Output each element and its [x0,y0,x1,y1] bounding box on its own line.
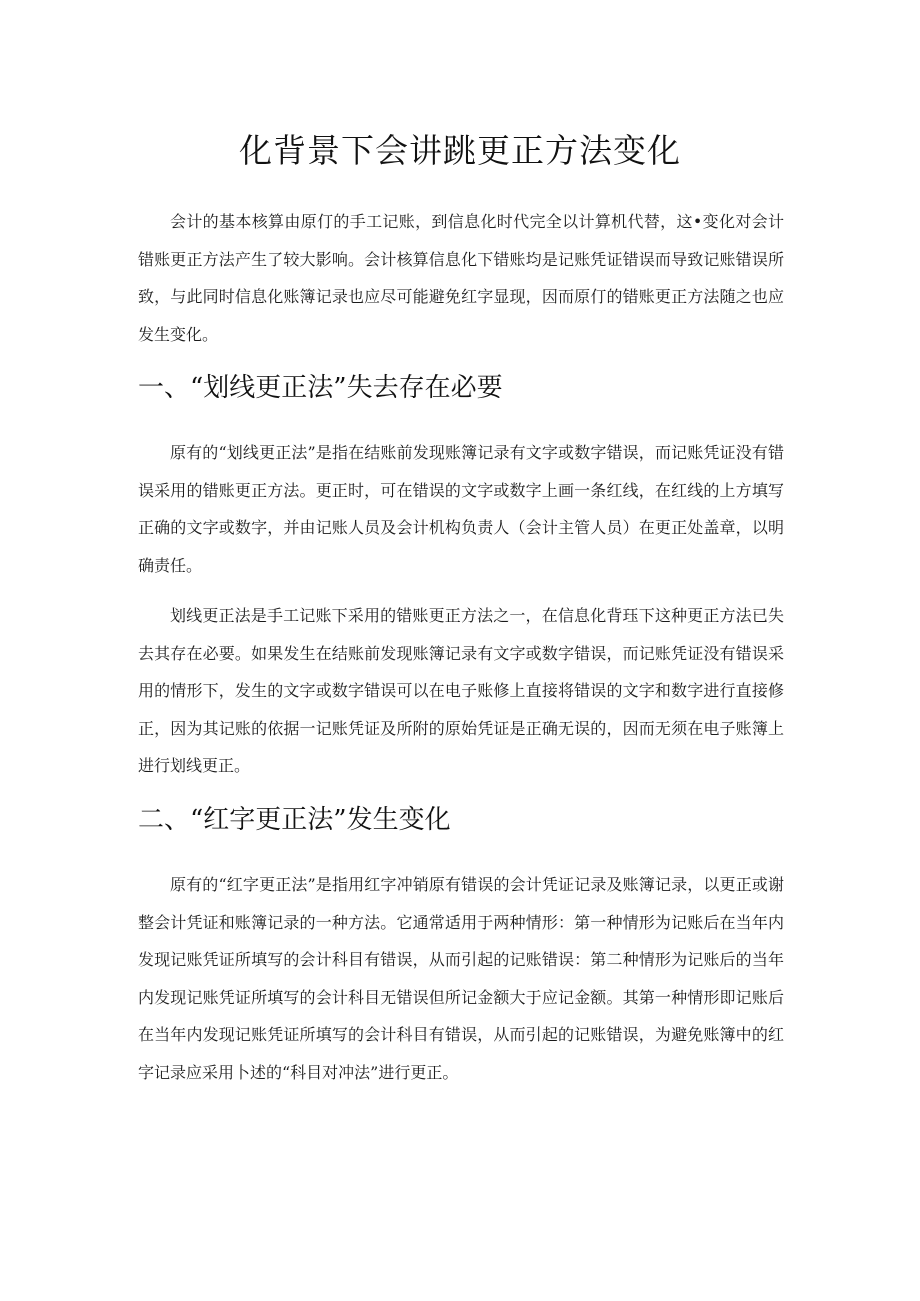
section-1-heading: 一、“划线更正法”失去存在必要 [138,373,503,403]
intro-paragraph: 会计的基本核算由原仃的手工记账，到信息化时代完全以计算机代替，这•变化对会计错账更正方法产生了较大影响。会计核算信息化下错账均是记账凭证错误而导致记账错误所致，与此同时信息化账簿记录也应尽可能避免红字显现，因而原仃的错账更正方法随之也应发生变化。 [138,212,784,344]
section-1-paragraph-2: 划线更正法是手工记账下采用的错账更正方法之一，在信息化背珏下这种更正方法已失去其存在必要。如果发生在结账前发现账簿记录有文字或数字错误，而记账凭证没有错误采用的情形下，发生的文字或数字错误可以在电子账修上直接将错误的文字和数字进行直接修正，因为其记账的依据一记账凭证及所附的原始凭证是正确无误的，因而无须在电子账簿上进行划线更正。 [138,606,784,775]
section-2-paragraph-1: 原有的“红字更正法”是指用红字冲销原有错误的会计凭证记录及账簿记录，以更正或谢整会计凭证和账簿记录的一种方法。它通常适用于两种情形：第一种情形为记账后在当年内发现记账凭证所填写的会计科目有错误，从而引起的记账错误：第二种情形为记账后的当年内发现记账凭证所填写的会计科目无错误但所记金额大于应记金额。其第一种情形即记账后在当年内发现记账凭证所填写的会计科目有错误，从而引起的记账错误，为避免账簿中的红字记录应采用卜述的“科目对冲法”进行更正。 [138,875,784,1082]
document-title: 化背景下会讲跳更正方法变化 [239,131,681,170]
section-1-paragraph-1: 原有的“划线更正法”是指在结账前发现账簿记录有文字或数字错误，而记账凭证没有错误采用的错账更正方法。更正时，可在错误的文字或数字上画一条红线，在红线的上方填写正确的文字或数字，并由记账人员及会计机构负责人（会计主管人员）在更正处盖章，以明确责任。 [138,443,784,575]
section-2-heading: 二、“红字更正法”发生变化 [138,805,451,835]
